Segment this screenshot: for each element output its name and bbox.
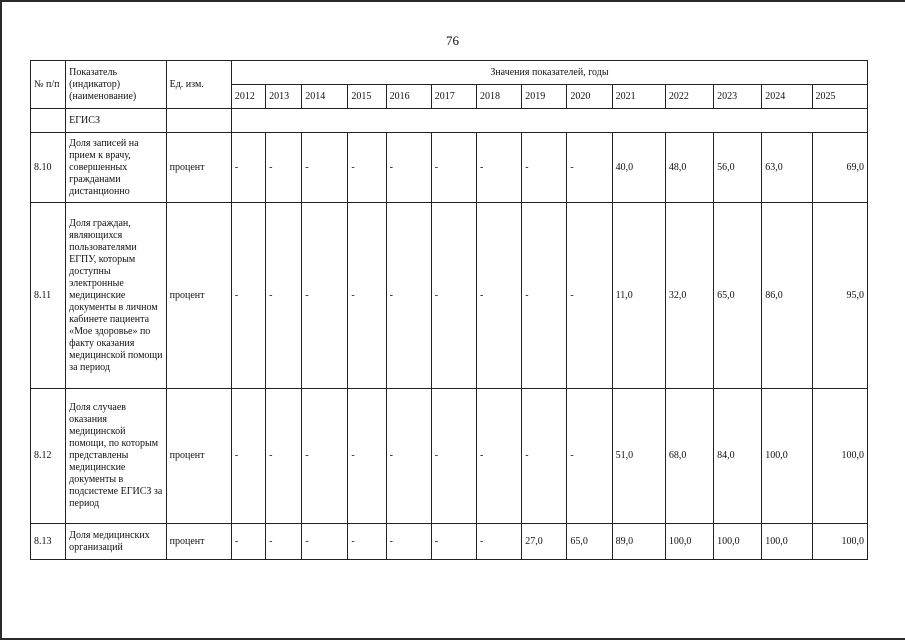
section-unit-cell: [166, 109, 231, 133]
row-value-2025: 95,0: [812, 203, 868, 389]
header-year: 2021: [612, 85, 665, 109]
row-value-2012: -: [231, 133, 265, 203]
row-value-2015: -: [348, 203, 386, 389]
row-value-2023: 65,0: [714, 203, 762, 389]
row-value-2018: -: [477, 203, 522, 389]
row-value-2017: -: [431, 524, 476, 560]
header-year: 2022: [665, 85, 713, 109]
header-num: № п/п: [31, 61, 66, 109]
section-values-cell: [231, 109, 867, 133]
row-value-2013: -: [266, 389, 302, 524]
header-year: 2014: [302, 85, 348, 109]
indicators-table: [30, 60, 868, 560]
row-value-2013: -: [266, 133, 302, 203]
table-row: [31, 389, 868, 524]
row-value-2015: -: [348, 133, 386, 203]
section-num-cell: [31, 109, 66, 133]
row-number: 8.13: [31, 524, 66, 560]
row-value-2017: -: [431, 133, 476, 203]
row-value-2024: 100,0: [762, 389, 812, 524]
row-number: 8.10: [31, 133, 66, 203]
header-year: 2017: [431, 85, 476, 109]
row-value-2012: -: [231, 203, 265, 389]
row-value-2012: -: [231, 389, 265, 524]
row-value-2017: -: [431, 203, 476, 389]
row-value-2021: 40,0: [612, 133, 665, 203]
row-value-2022: 68,0: [665, 389, 713, 524]
header-values-group: Значения показателей, годы: [231, 61, 867, 85]
row-value-2019: -: [522, 133, 567, 203]
header-year: 2013: [266, 85, 302, 109]
row-value-2020: -: [567, 389, 612, 524]
row-value-2021: 11,0: [612, 203, 665, 389]
row-value-2022: 32,0: [665, 203, 713, 389]
row-value-2025: 100,0: [812, 389, 868, 524]
row-value-2016: -: [386, 133, 431, 203]
row-value-2014: -: [302, 524, 348, 560]
section-title: ЕГИСЗ: [66, 109, 166, 133]
header-year: 2018: [477, 85, 522, 109]
header-year: 2024: [762, 85, 812, 109]
row-value-2015: -: [348, 524, 386, 560]
row-value-2019: -: [522, 203, 567, 389]
row-value-2025: 69,0: [812, 133, 868, 203]
table-row: [31, 524, 868, 560]
table-row: [31, 133, 868, 203]
row-value-2014: -: [302, 389, 348, 524]
row-value-2016: -: [386, 389, 431, 524]
row-number: 8.11: [31, 203, 66, 389]
row-value-2023: 56,0: [714, 133, 762, 203]
row-unit: процент: [166, 524, 231, 560]
header-year: 2012: [231, 85, 265, 109]
row-value-2012: -: [231, 524, 265, 560]
row-value-2016: -: [386, 524, 431, 560]
row-value-2018: -: [477, 133, 522, 203]
row-value-2021: 51,0: [612, 389, 665, 524]
row-value-2017: -: [431, 389, 476, 524]
row-value-2023: 100,0: [714, 524, 762, 560]
header-year: 2023: [714, 85, 762, 109]
row-number: 8.12: [31, 389, 66, 524]
row-value-2019: -: [522, 389, 567, 524]
header-year: 2025: [812, 85, 868, 109]
row-value-2020: 65,0: [567, 524, 612, 560]
row-value-2020: -: [567, 133, 612, 203]
row-value-2025: 100,0: [812, 524, 868, 560]
row-unit: процент: [166, 389, 231, 524]
row-indicator-name: Доля записей на прием к врачу, совершенных гражданами дистанционно: [66, 133, 166, 203]
scan-border-left: [0, 0, 2, 640]
scan-border-top: [0, 0, 905, 2]
row-value-2014: -: [302, 203, 348, 389]
page-number: 76: [446, 33, 459, 48]
header-year: 2020: [567, 85, 612, 109]
row-value-2013: -: [266, 203, 302, 389]
row-value-2023: 84,0: [714, 389, 762, 524]
row-value-2024: 86,0: [762, 203, 812, 389]
row-value-2020: -: [567, 203, 612, 389]
header-year: 2019: [522, 85, 567, 109]
row-value-2018: -: [477, 524, 522, 560]
header-year: 2015: [348, 85, 386, 109]
row-value-2013: -: [266, 524, 302, 560]
row-value-2018: -: [477, 389, 522, 524]
header-year: 2016: [386, 85, 431, 109]
header-indicator: Показатель (индикатор) (наименование): [66, 61, 166, 109]
row-indicator-name: Доля медицинских организаций: [66, 524, 166, 560]
row-unit: процент: [166, 203, 231, 389]
row-value-2014: -: [302, 133, 348, 203]
row-value-2015: -: [348, 389, 386, 524]
row-indicator-name: Доля случаев оказания медицинской помощи, по которым представлены медицинские документы в подсистеме ЕГИСЗ за период: [66, 389, 166, 524]
row-value-2024: 100,0: [762, 524, 812, 560]
row-value-2021: 89,0: [612, 524, 665, 560]
row-unit: процент: [166, 133, 231, 203]
row-indicator-name: Доля граждан, являющихся пользователями ЕГПУ, которым доступны электронные медицинские документы в личном кабинете пациента «Мое здоровье» по факту оказания медицинской помощи за период: [66, 203, 166, 389]
row-value-2022: 100,0: [665, 524, 713, 560]
table-row: [31, 203, 868, 389]
row-value-2022: 48,0: [665, 133, 713, 203]
header-unit: Ед. изм.: [166, 61, 231, 109]
row-value-2016: -: [386, 203, 431, 389]
row-value-2024: 63,0: [762, 133, 812, 203]
row-value-2019: 27,0: [522, 524, 567, 560]
